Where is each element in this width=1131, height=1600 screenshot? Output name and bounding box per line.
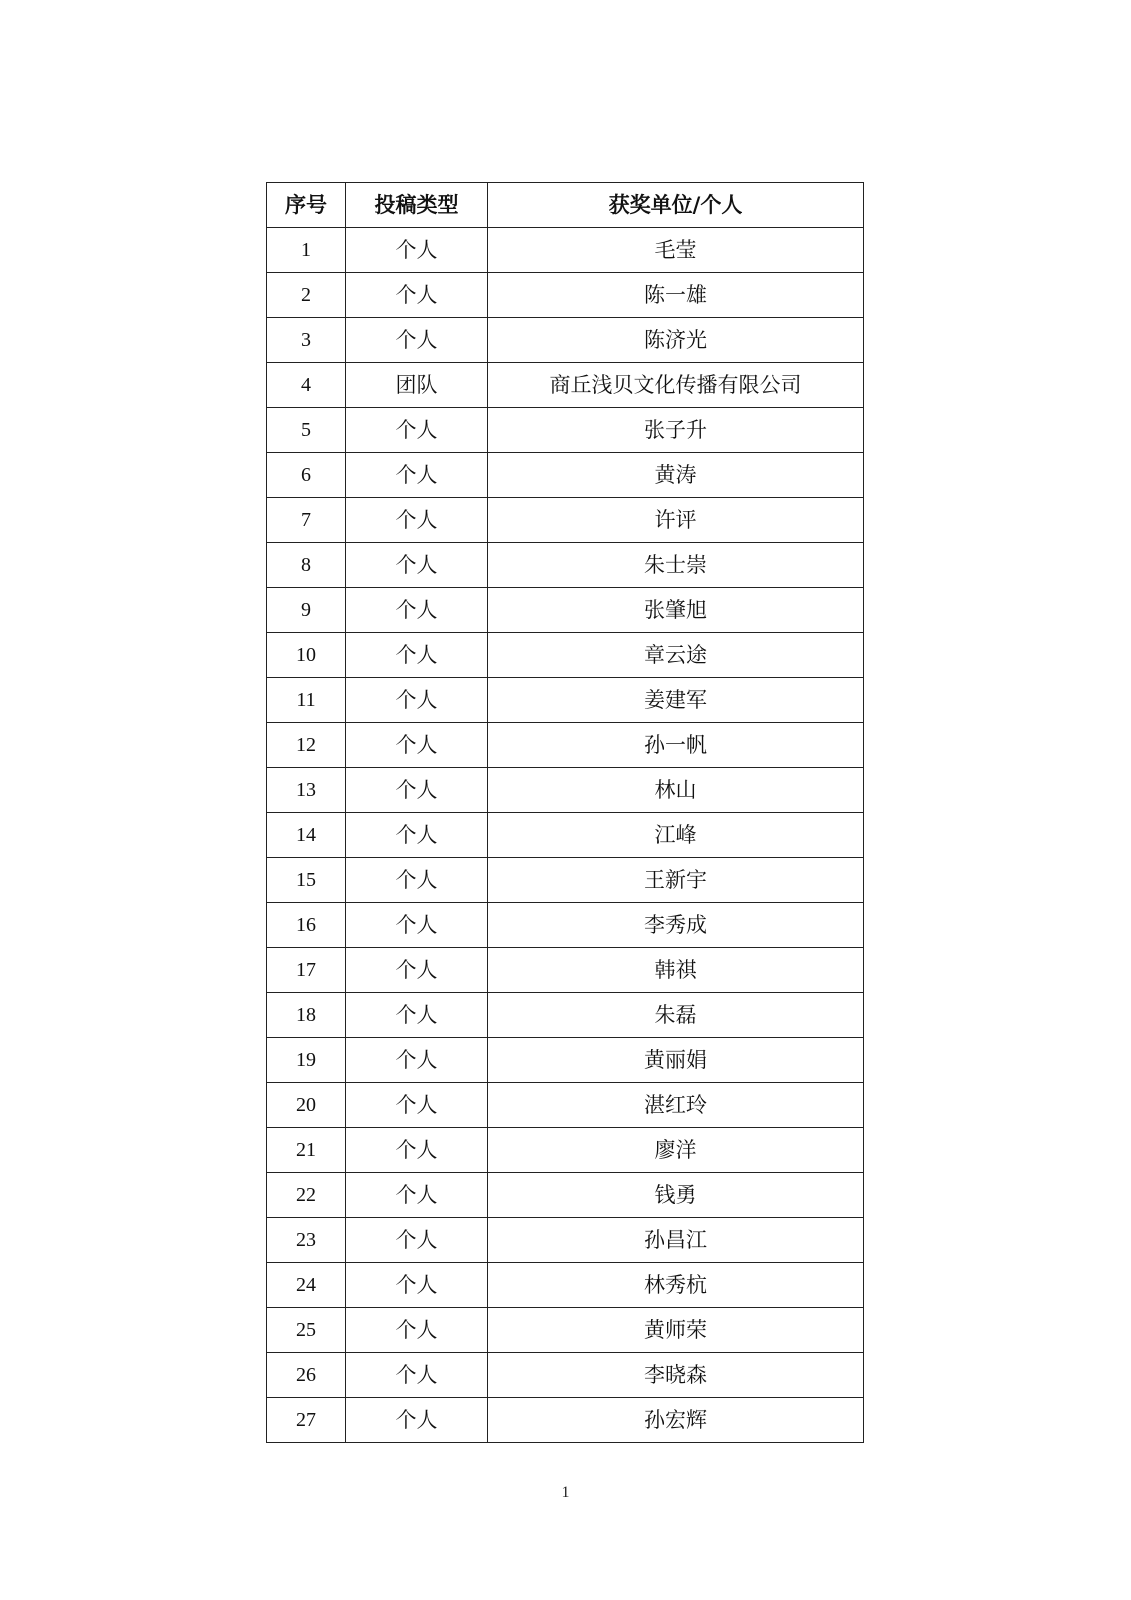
cell-winner-name: 王新宇 (488, 858, 864, 903)
cell-winner-name: 陈一雄 (488, 273, 864, 318)
cell-winner-name: 孙昌江 (488, 1218, 864, 1263)
table-row (267, 1353, 864, 1398)
table-row (267, 813, 864, 858)
cell-serial-number: 6 (267, 453, 346, 498)
cell-submission-type: 个人 (346, 318, 488, 363)
table-header (267, 183, 864, 228)
header-winner: 获奖单位/个人 (488, 183, 864, 228)
cell-submission-type: 个人 (346, 1128, 488, 1173)
table-row (267, 453, 864, 498)
table-row (267, 273, 864, 318)
cell-serial-number: 7 (267, 498, 346, 543)
cell-winner-name: 廖洋 (488, 1128, 864, 1173)
table-row (267, 1263, 864, 1308)
cell-winner-name: 毛莹 (488, 228, 864, 273)
cell-submission-type: 团队 (346, 363, 488, 408)
cell-submission-type: 个人 (346, 858, 488, 903)
cell-submission-type: 个人 (346, 1173, 488, 1218)
cell-submission-type: 个人 (346, 1038, 488, 1083)
cell-submission-type: 个人 (346, 228, 488, 273)
cell-winner-name: 张子升 (488, 408, 864, 453)
cell-serial-number: 5 (267, 408, 346, 453)
cell-serial-number: 10 (267, 633, 346, 678)
cell-winner-name: 姜建军 (488, 678, 864, 723)
table-row (267, 903, 864, 948)
cell-serial-number: 25 (267, 1308, 346, 1353)
cell-submission-type: 个人 (346, 903, 488, 948)
table-row (267, 1308, 864, 1353)
table-row (267, 318, 864, 363)
table-row (267, 768, 864, 813)
cell-winner-name: 黄丽娟 (488, 1038, 864, 1083)
cell-serial-number: 1 (267, 228, 346, 273)
cell-submission-type: 个人 (346, 1218, 488, 1263)
table-row (267, 1218, 864, 1263)
cell-winner-name: 黄师荣 (488, 1308, 864, 1353)
table-row (267, 1128, 864, 1173)
cell-submission-type: 个人 (346, 1308, 488, 1353)
cell-serial-number: 13 (267, 768, 346, 813)
table-row (267, 588, 864, 633)
cell-serial-number: 12 (267, 723, 346, 768)
cell-winner-name: 钱勇 (488, 1173, 864, 1218)
cell-serial-number: 20 (267, 1083, 346, 1128)
header-serial-number: 序号 (267, 183, 346, 228)
cell-serial-number: 16 (267, 903, 346, 948)
cell-winner-name: 章云途 (488, 633, 864, 678)
cell-serial-number: 11 (267, 678, 346, 723)
table-row (267, 1083, 864, 1128)
cell-winner-name: 黄涛 (488, 453, 864, 498)
cell-submission-type: 个人 (346, 768, 488, 813)
cell-serial-number: 8 (267, 543, 346, 588)
cell-submission-type: 个人 (346, 723, 488, 768)
cell-submission-type: 个人 (346, 498, 488, 543)
cell-serial-number: 24 (267, 1263, 346, 1308)
cell-serial-number: 14 (267, 813, 346, 858)
cell-serial-number: 2 (267, 273, 346, 318)
table-row (267, 498, 864, 543)
table-row (267, 948, 864, 993)
cell-submission-type: 个人 (346, 633, 488, 678)
cell-submission-type: 个人 (346, 1398, 488, 1443)
cell-serial-number: 4 (267, 363, 346, 408)
cell-winner-name: 商丘浅贝文化传播有限公司 (488, 363, 864, 408)
cell-submission-type: 个人 (346, 1263, 488, 1308)
cell-submission-type: 个人 (346, 1083, 488, 1128)
cell-winner-name: 朱磊 (488, 993, 864, 1038)
cell-winner-name: 许评 (488, 498, 864, 543)
table-row (267, 1038, 864, 1083)
cell-winner-name: 朱士崇 (488, 543, 864, 588)
cell-serial-number: 15 (267, 858, 346, 903)
cell-winner-name: 李晓森 (488, 1353, 864, 1398)
cell-winner-name: 陈济光 (488, 318, 864, 363)
cell-submission-type: 个人 (346, 813, 488, 858)
cell-submission-type: 个人 (346, 543, 488, 588)
cell-submission-type: 个人 (346, 453, 488, 498)
table-row (267, 363, 864, 408)
table-row (267, 633, 864, 678)
table-row (267, 993, 864, 1038)
table-row (267, 228, 864, 273)
cell-submission-type: 个人 (346, 273, 488, 318)
cell-winner-name: 韩祺 (488, 948, 864, 993)
page-number: 1 (561, 1484, 570, 1501)
cell-winner-name: 林秀杭 (488, 1263, 864, 1308)
cell-winner-name: 孙宏辉 (488, 1398, 864, 1443)
table-row (267, 1173, 864, 1218)
cell-winner-name: 张肇旭 (488, 588, 864, 633)
cell-serial-number: 9 (267, 588, 346, 633)
cell-serial-number: 27 (267, 1398, 346, 1443)
cell-winner-name: 孙一帆 (488, 723, 864, 768)
cell-serial-number: 17 (267, 948, 346, 993)
cell-serial-number: 19 (267, 1038, 346, 1083)
cell-winner-name: 李秀成 (488, 903, 864, 948)
cell-winner-name: 江峰 (488, 813, 864, 858)
cell-serial-number: 26 (267, 1353, 346, 1398)
cell-submission-type: 个人 (346, 1353, 488, 1398)
cell-submission-type: 个人 (346, 588, 488, 633)
cell-serial-number: 23 (267, 1218, 346, 1263)
table-body (267, 228, 864, 1443)
table-row (267, 543, 864, 588)
header-submission-type: 投稿类型 (346, 183, 488, 228)
cell-serial-number: 3 (267, 318, 346, 363)
table-row (267, 1398, 864, 1443)
cell-submission-type: 个人 (346, 993, 488, 1038)
cell-serial-number: 22 (267, 1173, 346, 1218)
cell-submission-type: 个人 (346, 408, 488, 453)
cell-serial-number: 21 (267, 1128, 346, 1173)
header-row (267, 183, 864, 228)
table-row (267, 723, 864, 768)
cell-winner-name: 林山 (488, 768, 864, 813)
cell-submission-type: 个人 (346, 948, 488, 993)
cell-submission-type: 个人 (346, 678, 488, 723)
table-row (267, 678, 864, 723)
award-table (266, 182, 864, 1443)
cell-serial-number: 18 (267, 993, 346, 1038)
cell-winner-name: 湛红玲 (488, 1083, 864, 1128)
table-row (267, 408, 864, 453)
table-row (267, 858, 864, 903)
